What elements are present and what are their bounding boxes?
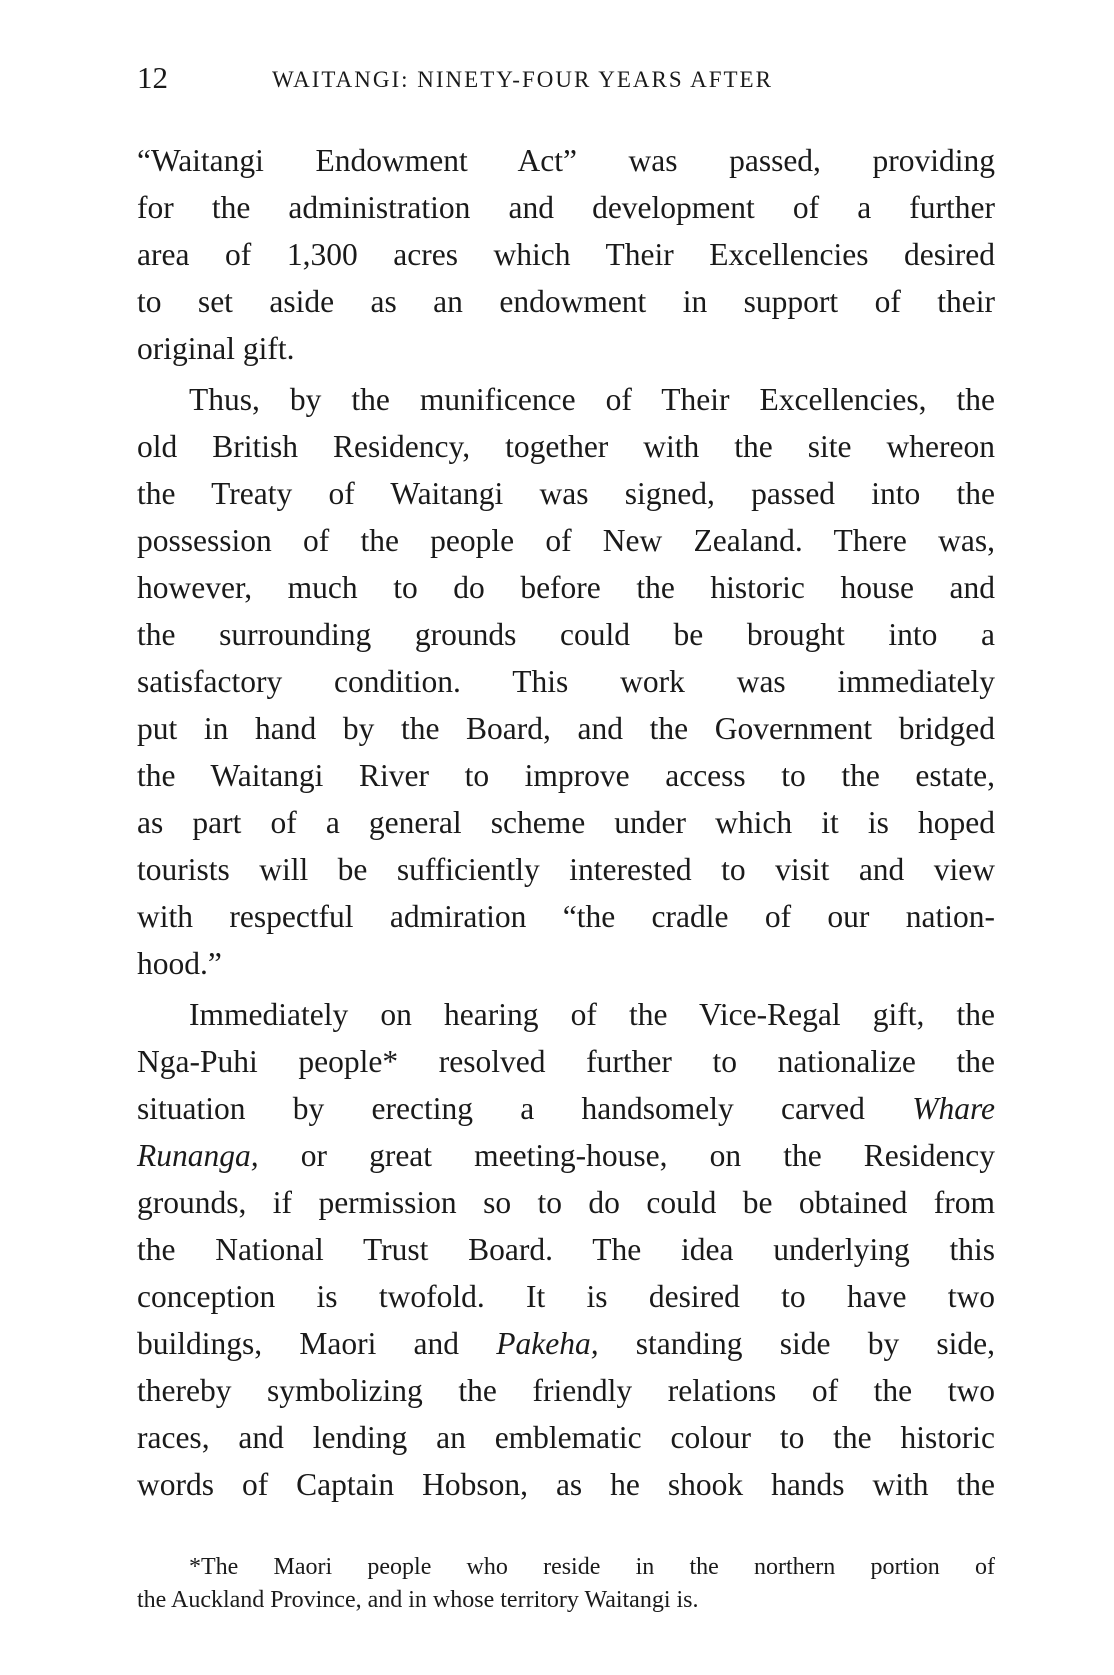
text-line bbox=[137, 1132, 995, 1179]
text-span: situation by erecting a handsomely carved bbox=[137, 1091, 865, 1126]
footnote-line: *The Maori people who reside in the northern portion of bbox=[189, 1554, 995, 1580]
paragraph bbox=[137, 991, 995, 1508]
text-line: put in hand by the Board, and the Government bridged bbox=[137, 711, 995, 746]
text-line: the Waitangi River to improve access to the estate, bbox=[137, 758, 995, 793]
text-line: for the administration and development of a further bbox=[137, 190, 995, 225]
running-head: WAITANGI: NINETY-FOUR YEARS AFTER bbox=[272, 67, 773, 92]
italic-term: Runanga, bbox=[137, 1138, 259, 1173]
text-line: tourists will be sufficiently interested to visit and view bbox=[137, 852, 995, 887]
text-line: as part of a general scheme under which it is hoped bbox=[137, 805, 995, 840]
text-line bbox=[137, 1085, 995, 1132]
text-span: or great meeting-house, on the Residency bbox=[300, 1138, 995, 1173]
text-line: the Treaty of Waitangi was signed, passed into the bbox=[137, 476, 995, 511]
page-header bbox=[137, 58, 997, 98]
text-line: to set aside as an endowment in support of their bbox=[137, 284, 995, 319]
text-line: grounds, if permission so to do could be obtained from bbox=[137, 1185, 995, 1220]
paragraph bbox=[137, 137, 995, 372]
text-span: standing side by side, bbox=[635, 1326, 996, 1361]
text-line bbox=[137, 1320, 995, 1367]
footnote bbox=[137, 1551, 995, 1617]
text-line: original gift. bbox=[137, 331, 295, 366]
text-line: “Waitangi Endowment Act” was passed, providing bbox=[137, 143, 995, 178]
text-line: hood.” bbox=[137, 946, 222, 981]
text-line: conception is twofold. It is desired to have two bbox=[137, 1279, 995, 1314]
text-line: old British Residency, together with the site whereon bbox=[137, 429, 995, 464]
text-line: however, much to do before the historic house and bbox=[137, 570, 995, 605]
page-number: 12 bbox=[137, 60, 168, 95]
text-line: area of 1,300 acres which Their Excellencies desired bbox=[137, 237, 995, 272]
text-line: Thus, by the munificence of Their Excellencies, the bbox=[189, 382, 995, 417]
text-line: Immediately on hearing of the Vice-Regal gift, the bbox=[189, 997, 995, 1032]
text-span: buildings, Maori and bbox=[137, 1326, 460, 1361]
text-line: Nga-Puhi people* resolved further to nationalize the bbox=[137, 1044, 995, 1079]
italic-term: Whare bbox=[912, 1091, 996, 1126]
text-line: words of Captain Hobson, as he shook hands with the bbox=[137, 1467, 995, 1502]
text-line: races, and lending an emblematic colour to the historic bbox=[137, 1420, 995, 1455]
text-line: possession of the people of New Zealand. There was, bbox=[137, 523, 995, 558]
italic-term: Pakeha, bbox=[496, 1326, 599, 1361]
body-text bbox=[137, 137, 995, 1508]
text-line: the National Trust Board. The idea underlying this bbox=[137, 1232, 995, 1267]
text-line: thereby symbolizing the friendly relations of the two bbox=[137, 1373, 995, 1408]
footnote-line: the Auckland Province, and in whose territory Waitangi is. bbox=[137, 1587, 699, 1613]
text-line: with respectful admiration “the cradle of our nation- bbox=[137, 899, 995, 934]
paragraph bbox=[137, 376, 995, 987]
text-line: satisfactory condition. This work was immediately bbox=[137, 664, 995, 699]
text-line: the surrounding grounds could be brought into a bbox=[137, 617, 995, 652]
